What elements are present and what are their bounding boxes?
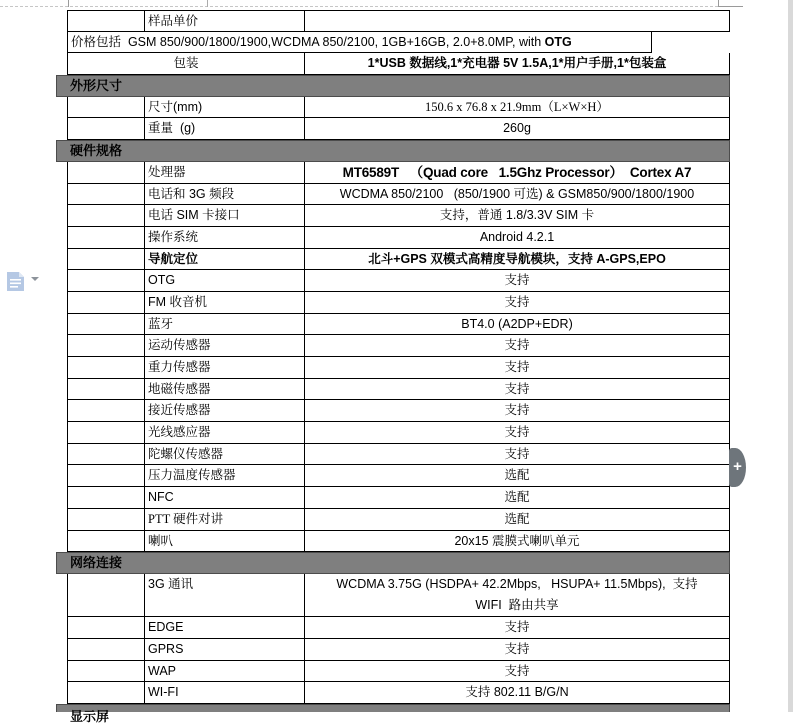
row-empty-cell xyxy=(67,574,145,617)
column-crop-mark xyxy=(207,0,208,7)
row-value-bold: OTG xyxy=(544,34,572,49)
row-value: WCDMA 850/2100 (850/1900 可选) & GSM850/900/1800/1900 xyxy=(305,184,730,206)
row-empty-cell xyxy=(67,422,145,444)
spec-row xyxy=(56,97,730,119)
section-header: 硬件规格 xyxy=(56,140,730,162)
row-value: 支持 xyxy=(305,292,730,314)
row-value: 150.6 x 76.8 x 21.9mm（L×W×H） xyxy=(305,97,730,119)
row-value: Android 4.2.1 xyxy=(305,227,730,249)
spec-row xyxy=(56,617,730,639)
row-empty-cell xyxy=(67,617,145,639)
row-label: 重量 (g) xyxy=(145,118,305,140)
row-value: BT4.0 (A2DP+EDR) xyxy=(305,314,730,336)
row-label: 陀螺仪传感器 xyxy=(145,444,305,466)
spec-row xyxy=(56,531,730,553)
row-label: 运动传感器 xyxy=(145,335,305,357)
row-empty-cell xyxy=(67,227,145,249)
row-empty-cell xyxy=(67,335,145,357)
row-label: 光线感应器 xyxy=(145,422,305,444)
spec-row xyxy=(56,465,730,487)
section-header-row xyxy=(56,552,730,574)
section-header-row xyxy=(56,75,730,97)
row-label: 电话 SIM 卡接口 xyxy=(145,205,305,227)
row-empty-cell xyxy=(67,465,145,487)
spec-row xyxy=(56,639,730,661)
text-boundary-dashed-line xyxy=(0,6,718,7)
row-label: 尺寸(mm) xyxy=(145,97,305,119)
spec-row xyxy=(56,184,730,206)
row-empty-cell xyxy=(67,184,145,206)
row-empty-cell xyxy=(67,162,145,184)
window-edge-strip xyxy=(788,0,793,712)
section-header: 显示屏 xyxy=(56,704,730,712)
row-gutter xyxy=(56,53,67,75)
row-label: 接近传感器 xyxy=(145,400,305,422)
spec-row xyxy=(56,487,730,509)
row-value: 支持 xyxy=(305,270,730,292)
row-gutter xyxy=(56,270,67,292)
row-empty-cell xyxy=(67,357,145,379)
row-value: 支持 xyxy=(305,444,730,466)
row-gutter xyxy=(56,249,67,271)
spec-row xyxy=(56,53,730,75)
row-value: 260g xyxy=(305,118,730,140)
row-label: 重力传感器 xyxy=(145,357,305,379)
spec-row xyxy=(56,227,730,249)
row-value: 支持 xyxy=(305,357,730,379)
spec-row xyxy=(56,205,730,227)
row-value-line2: WIFI 路由共享 xyxy=(475,598,559,613)
row-empty-cell xyxy=(67,487,145,509)
spec-row xyxy=(56,118,730,140)
row-label: 地磁传感器 xyxy=(145,379,305,401)
row-value xyxy=(305,574,730,617)
row-gutter xyxy=(56,292,67,314)
row-value: 选配 xyxy=(305,465,730,487)
row-gutter xyxy=(56,227,67,249)
row-label: WI-FI xyxy=(145,682,305,704)
row-label: 喇叭 xyxy=(145,531,305,553)
row-value: 20x15 震膜式喇叭单元 xyxy=(305,531,730,553)
insert-plus-button[interactable]: + xyxy=(729,448,746,487)
row-label: EDGE xyxy=(145,617,305,639)
row-value: 支持 xyxy=(305,661,730,683)
row-value: 1*USB 数据线,1*充电器 5V 1.5A,1*用户手册,1*包装盒 xyxy=(305,53,730,75)
row-gutter xyxy=(56,400,67,422)
row-gutter xyxy=(56,118,67,140)
row-empty-cell xyxy=(67,400,145,422)
row-gutter xyxy=(56,314,67,336)
row-label: 包装 xyxy=(67,53,305,75)
row-gutter xyxy=(56,184,67,206)
spec-row xyxy=(56,574,730,617)
row-gutter xyxy=(56,97,67,119)
row-empty-cell xyxy=(67,444,145,466)
row-empty-cell xyxy=(67,531,145,553)
row-gutter xyxy=(56,487,67,509)
row-value: 支持 xyxy=(305,617,730,639)
row-label: 蓝牙 xyxy=(145,314,305,336)
row-empty-cell xyxy=(67,682,145,704)
row-gutter xyxy=(56,335,67,357)
row-empty-cell xyxy=(67,509,145,531)
margin-crop-mark-right-horizontal xyxy=(718,6,743,7)
spec-row xyxy=(56,661,730,683)
row-empty-cell xyxy=(67,379,145,401)
comment-document-icon[interactable] xyxy=(6,271,25,292)
row-label: WAP xyxy=(145,661,305,683)
document-icon xyxy=(6,271,25,292)
row-value: 选配 xyxy=(305,487,730,509)
row-value: 支持，普通 1.8/3.3V SIM 卡 xyxy=(305,205,730,227)
row-gutter xyxy=(56,205,67,227)
spec-row xyxy=(56,704,730,725)
row-empty-cell xyxy=(67,292,145,314)
row-value: 支持 xyxy=(305,379,730,401)
section-header-row xyxy=(56,140,730,162)
row-gutter xyxy=(56,422,67,444)
row-label-and-value xyxy=(67,32,652,54)
row-value: 北斗+GPS 双模式高精度导航模块，支持 A-GPS,EPO xyxy=(305,249,730,271)
row-gutter xyxy=(56,639,67,661)
spec-row xyxy=(56,292,730,314)
row-empty-cell xyxy=(67,661,145,683)
spec-row xyxy=(56,444,730,466)
row-label: 样品单价 xyxy=(145,10,305,32)
row-empty-cell xyxy=(67,270,145,292)
row-empty-cell xyxy=(67,639,145,661)
row-label: 压力温度传感器 xyxy=(145,465,305,487)
row-label: OTG xyxy=(145,270,305,292)
collapse-triangle-icon[interactable] xyxy=(31,277,39,281)
row-gutter xyxy=(56,444,67,466)
row-gutter xyxy=(56,32,67,54)
row-label: 导航定位 xyxy=(145,249,305,271)
row-gutter xyxy=(56,357,67,379)
row-label: 价格包括 xyxy=(71,34,122,49)
row-value: 选配 xyxy=(305,509,730,531)
spec-row xyxy=(56,422,730,444)
row-label: 操作系统 xyxy=(145,227,305,249)
spec-row xyxy=(56,335,730,357)
spec-row xyxy=(56,32,730,54)
spec-row xyxy=(56,400,730,422)
section-header: 网络连接 xyxy=(56,552,730,574)
row-gutter xyxy=(56,531,67,553)
row-gutter xyxy=(56,162,67,184)
spec-row xyxy=(56,682,730,704)
spec-row xyxy=(56,314,730,336)
row-empty-cell xyxy=(67,314,145,336)
row-empty-cell xyxy=(67,97,145,119)
row-gutter xyxy=(56,10,67,32)
row-label: 3G 通讯 xyxy=(145,574,305,617)
row-empty-cell xyxy=(67,118,145,140)
row-value xyxy=(305,10,730,32)
spec-row xyxy=(56,270,730,292)
row-empty-cell xyxy=(67,205,145,227)
row-gutter xyxy=(56,661,67,683)
margin-crop-mark-left xyxy=(68,0,69,7)
spec-row xyxy=(56,249,730,271)
spec-row xyxy=(56,379,730,401)
row-label: PTT 硬件对讲 xyxy=(145,509,305,531)
spec-row xyxy=(56,10,730,32)
spec-row xyxy=(56,509,730,531)
row-label: GPRS xyxy=(145,639,305,661)
row-gutter xyxy=(56,465,67,487)
row-label: 处理器 xyxy=(145,162,305,184)
row-empty-cell xyxy=(67,10,145,32)
row-value: GSM 850/900/1800/1900,WCDMA 850/2100, 1GB+16GB, 2.0+8.0MP, with xyxy=(121,34,545,49)
row-label: 电话和 3G 频段 xyxy=(145,184,305,206)
row-gutter xyxy=(56,682,67,704)
spec-row xyxy=(56,357,730,379)
row-value: 支持 xyxy=(305,335,730,357)
row-gutter xyxy=(56,509,67,531)
row-gutter xyxy=(56,574,67,617)
spec-row xyxy=(56,162,730,184)
row-gutter xyxy=(56,379,67,401)
row-value: 支持 xyxy=(305,639,730,661)
row-value-line1: WCDMA 3.75G (HSDPA+ 42.2Mbps, HSUPA+ 11.5Mbps), 支持 xyxy=(336,576,698,591)
section-header: 外形尺寸 xyxy=(56,75,730,97)
spec-table xyxy=(56,10,730,725)
row-label: NFC xyxy=(145,487,305,509)
row-value: MT6589T （Quad core 1.5Ghz Processor） Cortex A7 xyxy=(305,162,730,184)
row-label: FM 收音机 xyxy=(145,292,305,314)
row-value: 支持 xyxy=(305,422,730,444)
row-value: 支持 xyxy=(305,400,730,422)
row-gutter xyxy=(56,617,67,639)
row-value: 支持 802.11 B/G/N xyxy=(305,682,730,704)
row-empty-cell xyxy=(67,249,145,271)
